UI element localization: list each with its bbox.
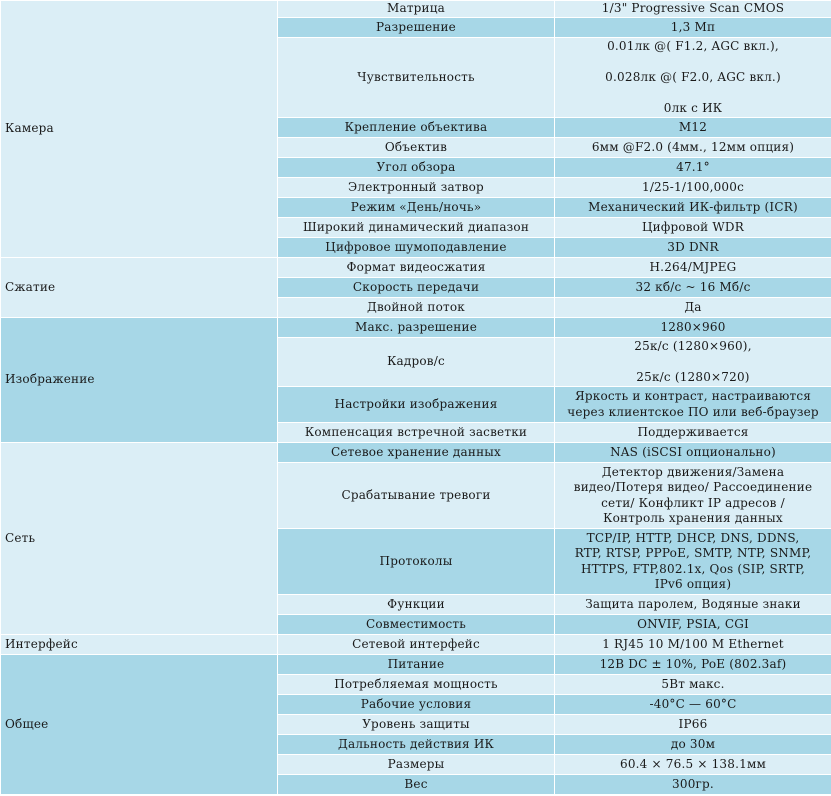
parameter-cell: Крепление объектива bbox=[278, 118, 555, 138]
parameter-cell: Рабочие условия bbox=[278, 695, 555, 715]
value-cell bbox=[555, 338, 831, 387]
value-line bbox=[559, 85, 827, 101]
value-line: -40°C — 60°C bbox=[649, 696, 737, 711]
spec-row bbox=[1, 655, 831, 675]
value-line: 0.028лк @( F2.0, AGC вкл.) bbox=[605, 69, 781, 84]
parameter-cell: Потребляемая мощность bbox=[278, 675, 555, 695]
value-cell bbox=[555, 615, 831, 635]
spec-row bbox=[1, 258, 831, 278]
value-cell bbox=[555, 529, 831, 595]
spec-row bbox=[1, 443, 831, 463]
value-line: Да bbox=[684, 299, 702, 314]
value-cell bbox=[555, 443, 831, 463]
value-line: HTTPS, FTP,802.1x, Qos (SIP, SRTP, bbox=[581, 561, 805, 576]
value-line: 0лк с ИК bbox=[663, 100, 723, 115]
parameter-cell: Срабатывание тревоги bbox=[278, 463, 555, 529]
value-line: Цифровой WDR bbox=[642, 219, 744, 234]
category-cell: Сжатие bbox=[1, 258, 278, 318]
value-cell bbox=[555, 38, 831, 118]
spec-row bbox=[1, 1, 831, 18]
value-line: Защита паролем, Водяные знаки bbox=[585, 596, 801, 611]
value-line: M12 bbox=[678, 119, 708, 134]
parameter-cell: Формат видеосжатия bbox=[278, 258, 555, 278]
value-line: RTP, RTSP, PPPoE, SMTP, NTP, SNMP, bbox=[574, 546, 812, 560]
parameter-cell: Двойной поток bbox=[278, 298, 555, 318]
parameter-cell: Макс. разрешение bbox=[278, 318, 555, 338]
parameter-cell: Питание bbox=[278, 655, 555, 675]
value-line: Поддерживается bbox=[637, 424, 749, 439]
value-cell bbox=[555, 298, 831, 318]
value-line: 60.4 × 76.5 × 138.1мм bbox=[619, 756, 767, 771]
value-line: Контроль хранения данных bbox=[603, 511, 783, 525]
value-line: IPv6 опция) bbox=[654, 577, 732, 591]
parameter-cell: Объектив bbox=[278, 138, 555, 158]
parameter-cell: Функции bbox=[278, 595, 555, 615]
parameter-cell: Совместимость bbox=[278, 615, 555, 635]
value-line: 1/3" Progressive Scan CMOS bbox=[601, 1, 785, 16]
value-line: через клиентское ПО или веб-браузер bbox=[567, 404, 819, 419]
parameter-cell: Угол обзора bbox=[278, 158, 555, 178]
value-cell bbox=[555, 178, 831, 198]
value-cell bbox=[555, 1, 831, 18]
value-line: 47.1° bbox=[676, 159, 710, 174]
value-line: 1/25-1/100,000с bbox=[641, 179, 745, 194]
value-cell bbox=[555, 387, 831, 423]
spec-row bbox=[1, 318, 831, 338]
specs-table-body bbox=[1, 1, 831, 795]
value-line: ONVIF, PSIA, CGI bbox=[637, 616, 749, 631]
parameter-cell: Кадров/с bbox=[278, 338, 555, 387]
parameter-cell: Матрица bbox=[278, 1, 555, 18]
value-cell bbox=[555, 655, 831, 675]
value-cell bbox=[555, 278, 831, 298]
parameter-cell: Настройки изображения bbox=[278, 387, 555, 423]
value-line: 5Вт макс. bbox=[661, 676, 725, 691]
value-cell bbox=[555, 198, 831, 218]
parameter-cell: Компенсация встречной засветки bbox=[278, 423, 555, 443]
value-line: H.264/MJPEG bbox=[649, 259, 737, 274]
parameter-cell: Электронный затвор bbox=[278, 178, 555, 198]
category-cell: Общее bbox=[1, 655, 278, 795]
value-line: 300гр. bbox=[672, 776, 714, 791]
category-cell: Интерфейс bbox=[1, 635, 278, 655]
value-line: 32 кб/с ~ 16 Мб/с bbox=[635, 279, 751, 294]
value-line: Механический ИК-фильтр (ICR) bbox=[588, 199, 798, 214]
value-line: Яркость и контраст, настраиваются bbox=[574, 389, 812, 403]
value-cell bbox=[555, 463, 831, 529]
value-cell bbox=[555, 18, 831, 38]
parameter-cell: Разрешение bbox=[278, 18, 555, 38]
value-line: 1 RJ45 10 M/100 M Ethernet bbox=[602, 636, 784, 651]
value-line bbox=[559, 54, 827, 70]
value-line: сети/ Конфликт IP адресов / bbox=[601, 495, 785, 510]
value-line: до 30м bbox=[670, 736, 716, 751]
value-line: 0.01лк @( F1.2, AGC вкл.), bbox=[607, 38, 779, 53]
parameter-cell: Дальность действия ИК bbox=[278, 735, 555, 755]
value-line bbox=[559, 354, 827, 370]
parameter-cell: Сетевой интерфейс bbox=[278, 635, 555, 655]
value-cell bbox=[555, 595, 831, 615]
value-line: NAS (iSCSI опционально) bbox=[610, 444, 776, 459]
parameter-cell: Скорость передачи bbox=[278, 278, 555, 298]
value-line: TCP/IP, HTTP, DHCP, DNS, DDNS, bbox=[586, 530, 800, 545]
value-line: 25к/с (1280×960), bbox=[634, 338, 752, 353]
value-line: 3D DNR bbox=[667, 239, 719, 254]
value-cell bbox=[555, 318, 831, 338]
value-cell bbox=[555, 238, 831, 258]
parameter-cell: Режим «День/ночь» bbox=[278, 198, 555, 218]
value-cell bbox=[555, 138, 831, 158]
value-line: 1280×960 bbox=[660, 319, 726, 334]
value-cell bbox=[555, 423, 831, 443]
value-cell bbox=[555, 775, 831, 795]
parameter-cell: Сетевое хранение данных bbox=[278, 443, 555, 463]
value-cell bbox=[555, 755, 831, 775]
parameter-cell: Чувствительность bbox=[278, 38, 555, 118]
category-cell: Камера bbox=[1, 1, 278, 258]
category-cell: Сеть bbox=[1, 443, 278, 635]
value-cell bbox=[555, 258, 831, 278]
parameter-cell: Цифровое шумоподавление bbox=[278, 238, 555, 258]
spec-row bbox=[1, 635, 831, 655]
value-line: 6мм @F2.0 (4мм., 12мм опция) bbox=[591, 139, 795, 154]
value-line: IP66 bbox=[678, 716, 708, 731]
value-cell bbox=[555, 218, 831, 238]
value-cell bbox=[555, 735, 831, 755]
parameter-cell: Уровень защиты bbox=[278, 715, 555, 735]
value-cell bbox=[555, 158, 831, 178]
parameter-cell: Протоколы bbox=[278, 529, 555, 595]
value-cell bbox=[555, 118, 831, 138]
value-line: Детектор движения/Замена bbox=[601, 464, 785, 479]
value-cell bbox=[555, 675, 831, 695]
value-line: 12В DC ± 10%, PoE (802.3af) bbox=[599, 656, 787, 671]
value-cell bbox=[555, 635, 831, 655]
category-cell: Изображение bbox=[1, 318, 278, 443]
value-line: 1,3 Мп bbox=[670, 19, 716, 34]
value-line: видео/Потеря видео/ Рассоединение bbox=[573, 480, 813, 494]
parameter-cell: Размеры bbox=[278, 755, 555, 775]
value-line: 25к/с (1280×720) bbox=[636, 369, 750, 384]
value-cell bbox=[555, 715, 831, 735]
parameter-cell: Широкий динамический диапазон bbox=[278, 218, 555, 238]
parameter-cell: Вес bbox=[278, 775, 555, 795]
value-cell bbox=[555, 695, 831, 715]
